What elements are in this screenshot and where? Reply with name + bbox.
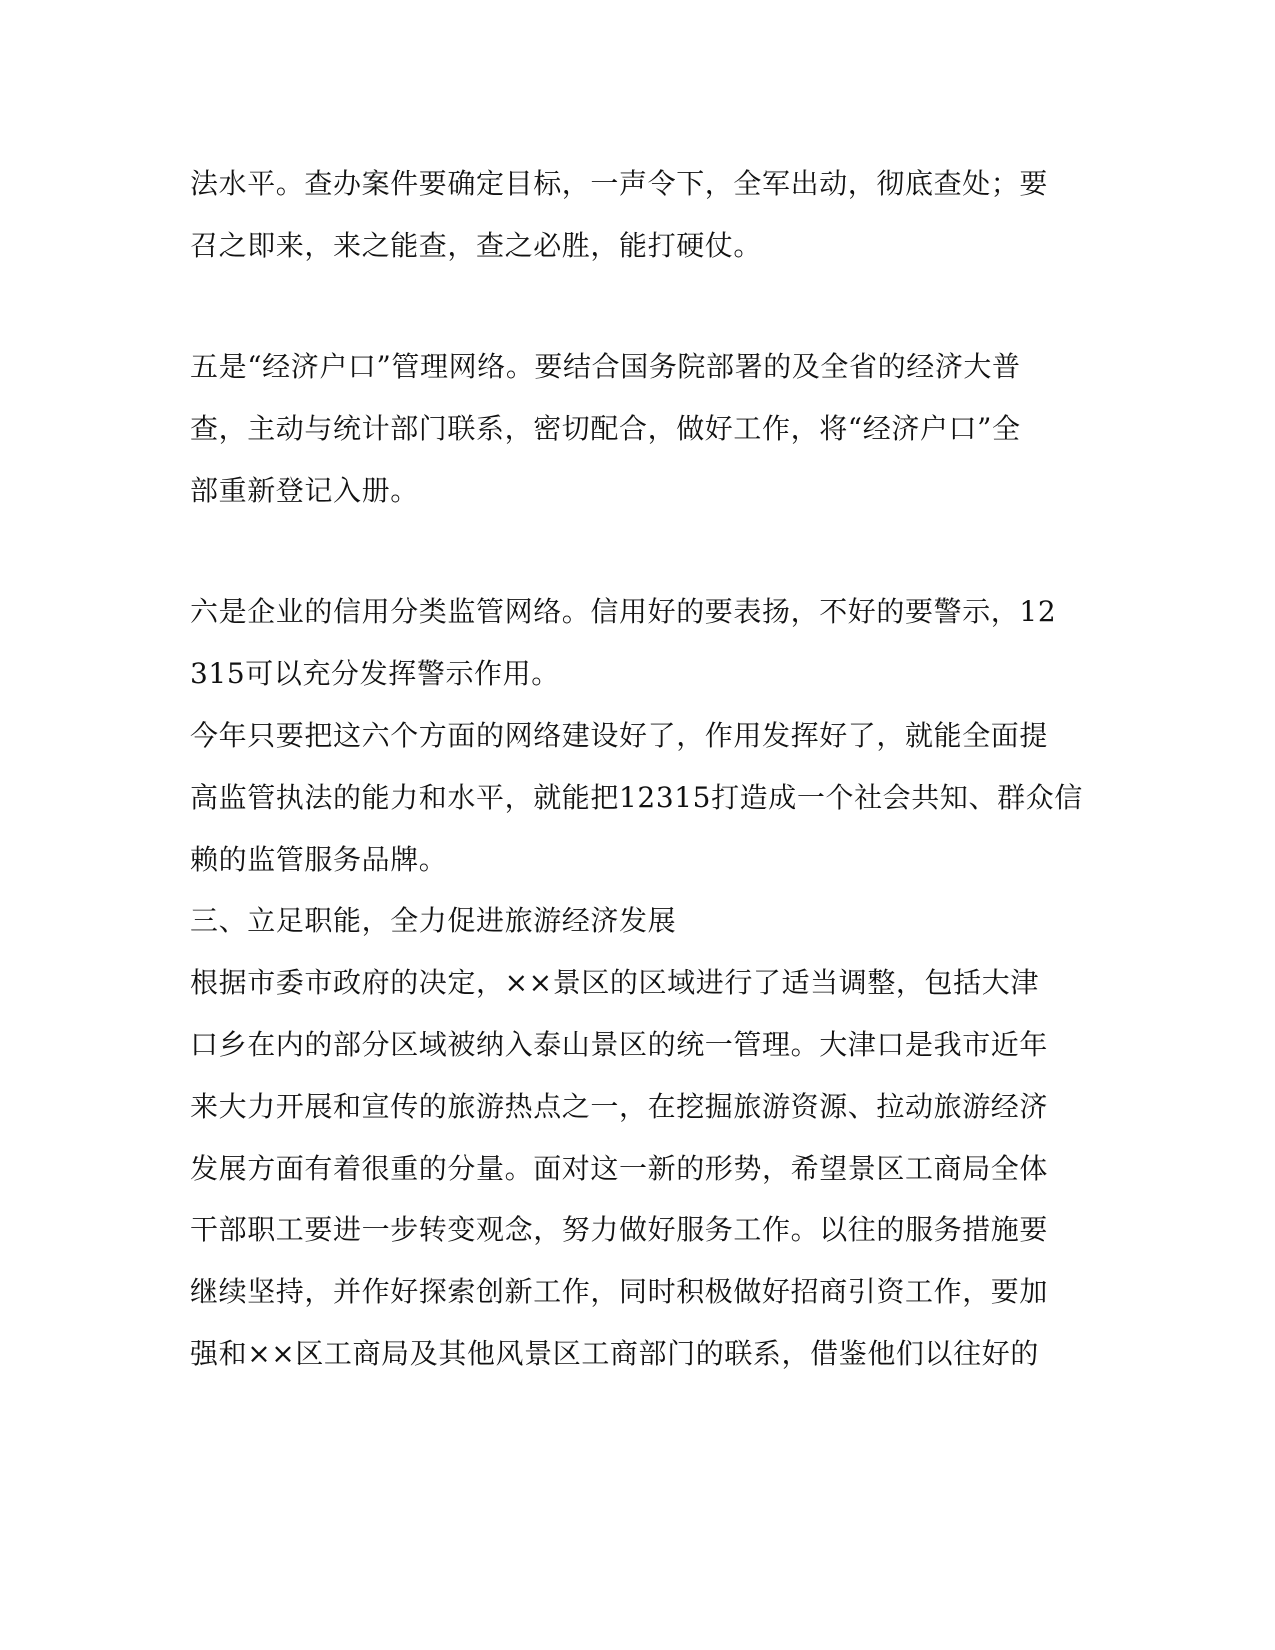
text-line-5: 部重新登记入册。 [190,474,419,507]
section-heading: 三、立足职能，全力促进旅游经济发展 [190,904,677,937]
text-line-8: 今年只要把这六个方面的网络建设好了，作用发挥好了，就能全面提 [190,719,1049,752]
text-line-4: 查，主动与统计部门联系，密切配合，做好工作，将“经济户口”全 [190,412,1021,445]
text-line-13: 口乡在内的部分区域被纳入泰山景区的统一管理。大津口是我市近年 [190,1028,1049,1061]
text-line-3: 五是“经济户口”管理网络。要结合国务院部署的及全省的经济大普 [190,350,1021,383]
text-line-1: 法水平。查办案件要确定目标，一声令下，全军出动，彻底查处；要 [190,167,1049,200]
text-line-6: 六是企业的信用分类监管网络。信用好的要表扬，不好的要警示，12 [190,595,1057,628]
text-line-10: 赖的监管服务品牌。 [190,843,448,876]
text-line-12: 根据市委市政府的决定，××景区的区域进行了适当调整，包括大津 [190,966,1039,999]
text-line-7: 315可以充分发挥警示作用。 [190,657,560,690]
text-line-14: 来大力开展和宣传的旅游热点之一，在挖掘旅游资源、拉动旅游经济 [190,1090,1049,1123]
text-line-2: 召之即来，来之能查，查之必胜，能打硬仗。 [190,229,763,262]
text-line-9: 高监管执法的能力和水平，就能把12315打造成一个社会共知、群众信 [190,781,1083,814]
text-line-17: 继续坚持，并作好探索创新工作，同时积极做好招商引资工作，要加 [190,1275,1049,1308]
text-line-16: 干部职工要进一步转变观念，努力做好服务工作。以往的服务措施要 [190,1213,1049,1246]
text-line-18: 强和××区工商局及其他风景区工商部门的联系，借鉴他们以往好的 [190,1337,1039,1370]
text-line-15: 发展方面有着很重的分量。面对这一新的形势，希望景区工商局全体 [190,1152,1049,1185]
